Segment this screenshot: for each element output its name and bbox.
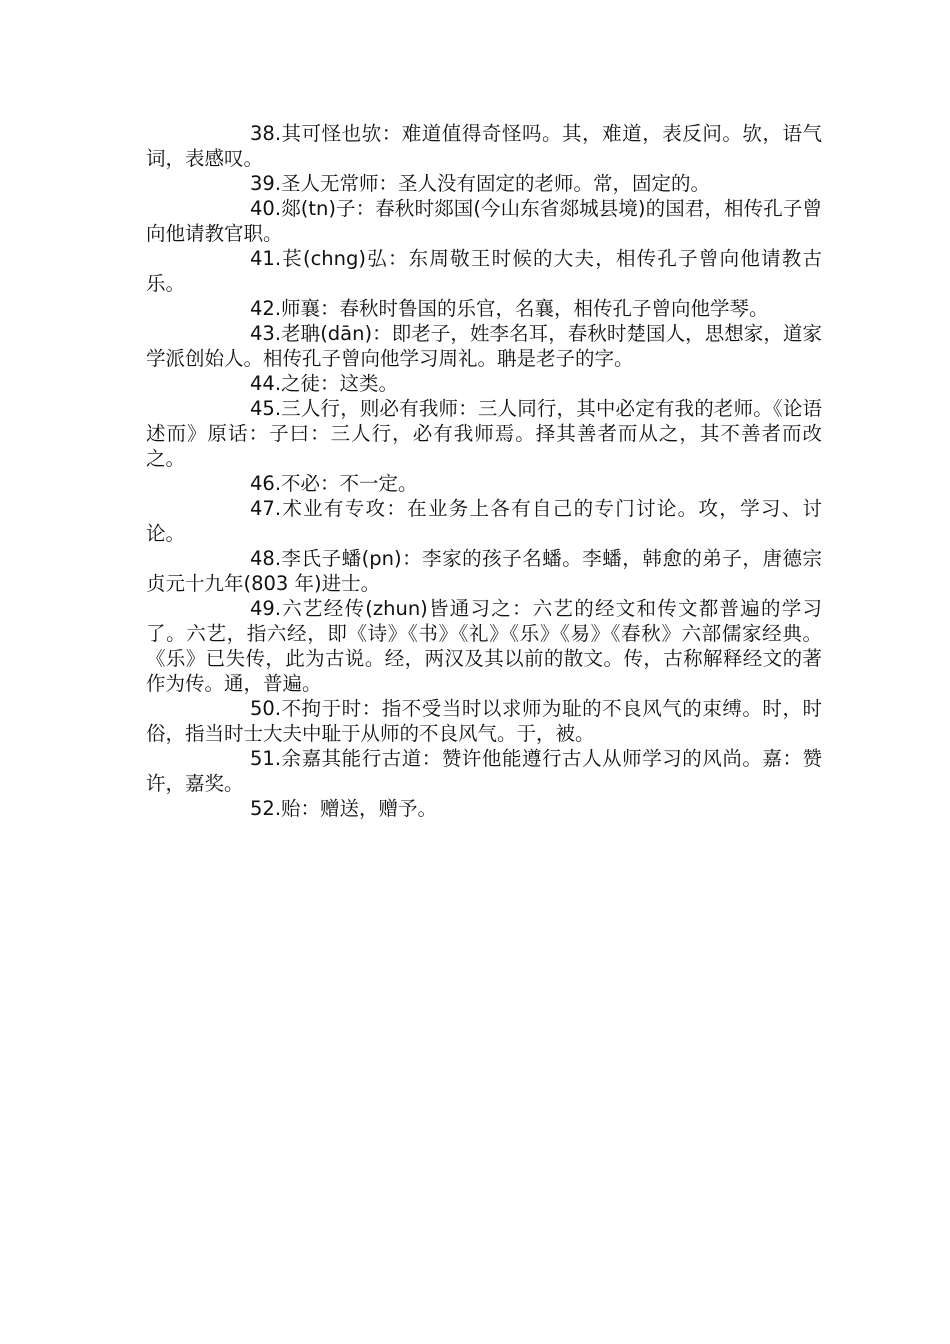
annotation-item: 38.其可怪也欤：难道值得奇怪吗。其，难道，表反问。欤，语气词，表感叹。 bbox=[146, 122, 822, 170]
annotation-item: 40.郯(tn)子：春秋时郯国(今山东省郯城县境)的国君，相传孔子曾向他请教官职。 bbox=[146, 197, 822, 245]
annotation-item: 47.术业有专攻：在业务上各有自己的专门讨论。攻，学习、讨论。 bbox=[146, 497, 822, 545]
annotation-item: 45.三人行，则必有我师：三人同行，其中必定有我的老师。《论语述而》原话：子曰：三人行，必有我师焉。择其善者而从之，其不善者而改之。 bbox=[146, 397, 822, 470]
annotation-item: 52.贻：赠送，赠予。 bbox=[250, 797, 438, 820]
annotation-item: 42.师襄：春秋时鲁国的乐官，名襄，相传孔子曾向他学琴。 bbox=[250, 297, 769, 320]
annotation-item: 39.圣人无常师：圣人没有固定的老师。常，固定的。 bbox=[250, 172, 711, 195]
annotation-item: 48.李氏子蟠(pn)：李家的孩子名蟠。李蟠，韩愈的弟子，唐德宗贞元十九年(803 年)进士。 bbox=[146, 547, 822, 595]
annotation-item: 49.六艺经传(zhun)皆通习之：六艺的经文和传文都普遍的学习了。六艺，指六经，即《诗》《书》《礼》《乐》《易》《春秋》六部儒家经典。《乐》已失传，此为古说。经，两汉及其以前的散文。传，古称解释经文的著作为传。通，普遍。 bbox=[146, 597, 822, 695]
annotation-item: 44.之徒：这类。 bbox=[250, 372, 399, 395]
annotation-item: 50.不拘于时：指不受当时以求师为耻的不良风气的束缚。时，时俗，指当时士大夫中耻于从师的不良风气。于，被。 bbox=[146, 697, 822, 745]
annotation-item: 41.苌(chng)弘：东周敬王时候的大夫，相传孔子曾向他请教古乐。 bbox=[146, 247, 822, 295]
annotation-item: 51.余嘉其能行古道：赞许他能遵行古人从师学习的风尚。嘉：赞许，嘉奖。 bbox=[146, 747, 822, 795]
annotation-item: 43.老聃(dān)：即老子，姓李名耳，春秋时楚国人，思想家，道家学派创始人。相传孔子曾向他学习周礼。聃是老子的字。 bbox=[146, 322, 822, 370]
annotation-list bbox=[146, 121, 822, 821]
annotation-item: 46.不必：不一定。 bbox=[250, 472, 418, 495]
